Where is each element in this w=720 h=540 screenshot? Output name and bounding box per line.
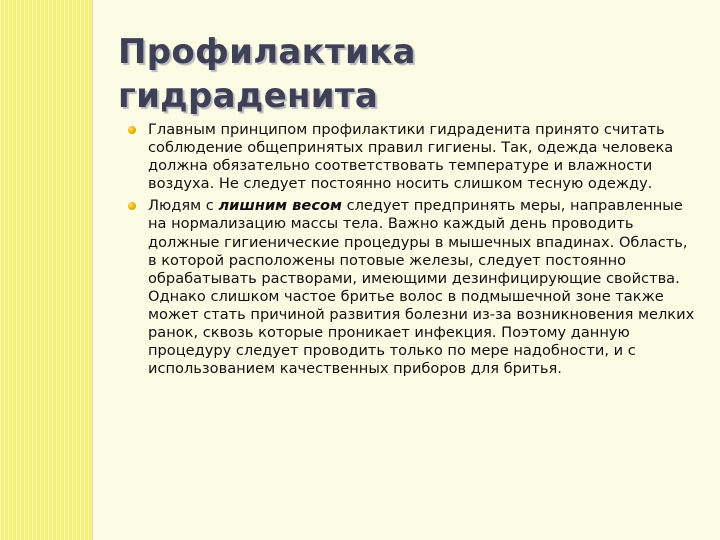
bullet-list <box>128 121 700 382</box>
bullet-text-weight-body: следует предпринять меры, направленные на нормализацию массы тела. Важно каждый день проводить должные гигиенические процедуры в мышечных впадинах. Область, в которой расположены потовые железы, следует постоянно обрабатывать растворами, имеющими дезинфицирующие свойства. Однако слишком частое бритье волос в подмышечной зоне также может стать причиной развития болезни из-за возникновения мелких ранок, сквозь которые проникает инфекция. Поэтому данную процедуру следует проводить только по мере надобности, и с использованием качественных приборов для бритья. <box>148 197 695 378</box>
bullet-text-weight-prefix: Людям с <box>148 197 219 215</box>
bullet-emphasis-overweight: лишним весом <box>218 197 342 215</box>
slide-title-line-2: гидраденита <box>118 76 379 116</box>
bullet-dot-icon <box>128 202 136 210</box>
bullet-text-hygiene: Главным принципом профилактики гидраденита принято считать соблюдение общепринятых правил гигиены. Так, одежда человека должна обязательно соответствовать температуре и влажности воздуха. Не следует постоянно носить слишком тесную одежду. <box>148 121 674 193</box>
slide-title-line-1: Профилактика <box>118 32 416 72</box>
decorative-left-band <box>0 0 92 540</box>
slide-title <box>118 30 678 118</box>
bullet-item-weight <box>128 197 700 378</box>
bullet-dot-icon <box>128 126 136 134</box>
bullet-item-hygiene <box>128 121 700 193</box>
